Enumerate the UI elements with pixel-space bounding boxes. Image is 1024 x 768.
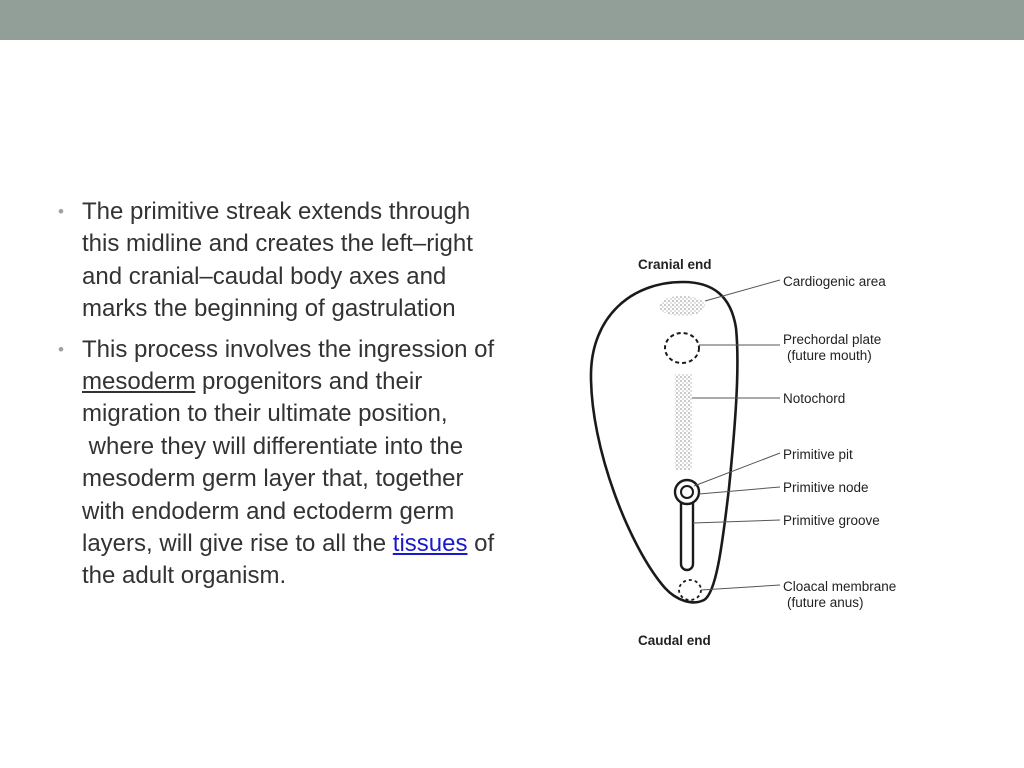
future-mouth-label: (future mouth) bbox=[787, 348, 872, 363]
primitive-pit bbox=[681, 486, 693, 498]
primitive-pit-label: Primitive pit bbox=[783, 447, 853, 462]
tissues-link[interactable]: tissues bbox=[392, 530, 468, 558]
bullet-dot-icon: • bbox=[58, 339, 64, 359]
top-banner bbox=[0, 0, 1024, 40]
cardiogenic-area bbox=[659, 296, 705, 316]
bullet-text-middle: progenitors and their migration to their ultimate position, where they will differentiate into the mesoderm germ layer that, together with endoderm and ectoderm germ layers, will give rise to all the bbox=[82, 368, 464, 558]
cloacal-membrane-label: Cloacal membrane bbox=[783, 579, 897, 594]
bullet-dot-icon: • bbox=[58, 202, 64, 221]
bullet-text-before: This process involves the ingression of bbox=[82, 335, 495, 363]
bullet-item bbox=[56, 334, 496, 593]
notochord-label: Notochord bbox=[783, 391, 846, 406]
cardiogenic-area-label: Cardiogenic area bbox=[783, 274, 886, 289]
embryo-diagram bbox=[580, 248, 920, 658]
prechordal-plate bbox=[665, 333, 699, 363]
future-anus-label: (future anus) bbox=[787, 595, 864, 610]
caudal-end-label: Caudal end bbox=[638, 633, 711, 648]
bullet-list bbox=[56, 196, 496, 601]
primitive-node-label: Primitive node bbox=[783, 480, 869, 495]
cloacal-membrane bbox=[679, 580, 701, 600]
primitive-groove-label: Primitive groove bbox=[783, 513, 880, 528]
notochord bbox=[675, 374, 692, 470]
mesoderm-term: mesoderm bbox=[82, 368, 196, 396]
primitive-groove bbox=[681, 496, 693, 570]
bullet-text-after: of the adult organism. bbox=[82, 530, 495, 590]
cranial-end-label: Cranial end bbox=[638, 257, 712, 272]
bullet-text: The primitive streak extends through this midline and creates the left–right and cranial–caudal body axes and marks the beginning of gastrulation bbox=[82, 198, 473, 323]
embryo-outline bbox=[591, 282, 737, 602]
bullet-item bbox=[56, 196, 496, 326]
prechordal-plate-label: Prechordal plate bbox=[783, 332, 882, 347]
